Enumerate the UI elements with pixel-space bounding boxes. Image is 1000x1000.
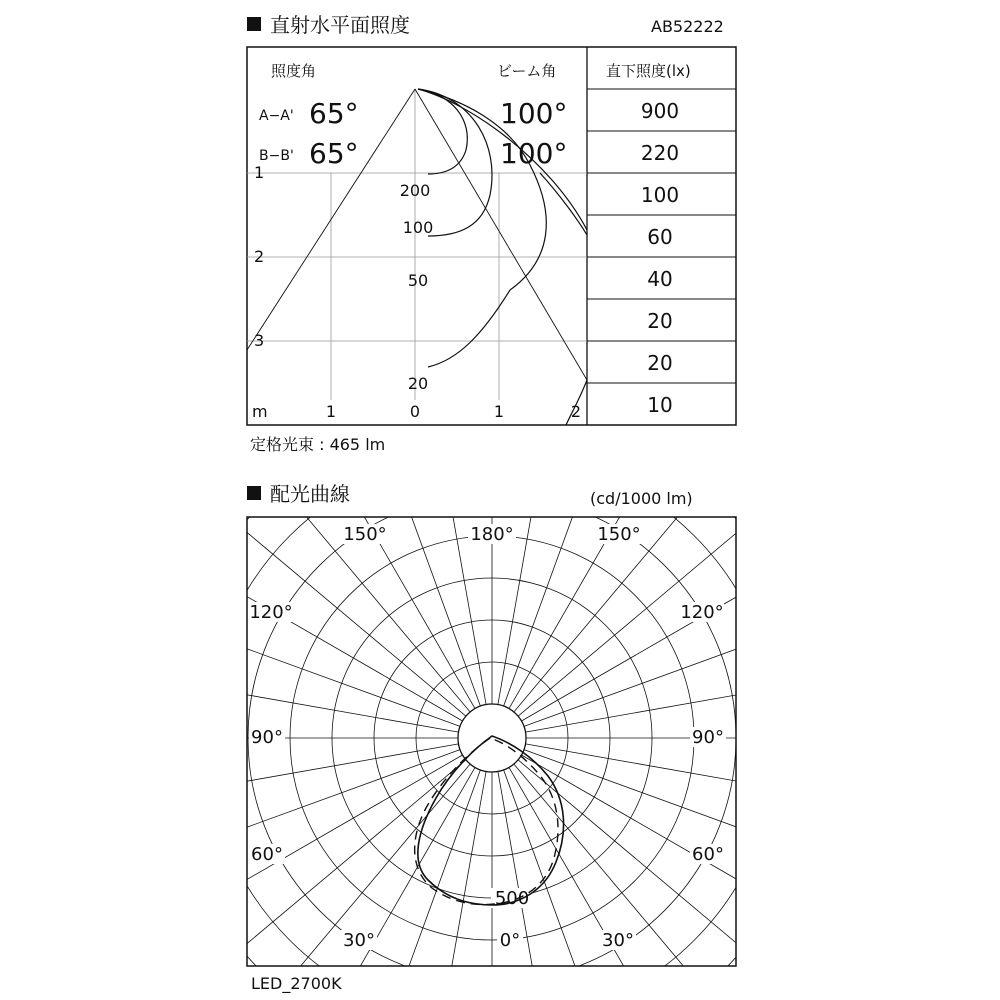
distribution-unit: (cd/1000 lm) [590,489,693,508]
polar-spoke [223,767,475,1000]
polar-spoke [26,469,462,721]
irradiation-angle-header: 照度角 [271,62,317,80]
angle-label-90-left: 90° [251,727,283,748]
contour-20-outer [540,173,587,235]
lux-value: 900 [640,99,680,123]
contour-100 [418,89,492,236]
light-source: LED_2700K [251,974,342,993]
row-label-b: B−B' [259,148,294,164]
section-bullet-icon [247,486,261,500]
row-label-a: A−A' [259,108,294,124]
distance-tick: 1 [493,402,505,421]
depth-tick: 2 [254,247,265,266]
polar-grid [0,200,1000,1000]
polar-spoke [518,760,904,1000]
model-number: AB52222 [651,17,724,36]
polar-spoke [504,232,676,706]
polar-spoke [525,744,1000,832]
depth-tick: 3 [254,331,265,350]
polar-ring [458,704,526,772]
polar-spoke [308,232,480,706]
distance-tick: 2 [570,402,582,421]
angle-label-180: 180° [470,524,514,545]
polar-spoke [0,554,460,726]
lux-value: 20 [647,351,673,375]
angle-label-120-right: 120° [680,602,724,623]
illuminance-grid [247,89,587,400]
irradiation-angle-a: 65° [309,97,359,130]
polar-spoke [0,645,459,733]
curve-a-solid [418,736,564,905]
polar-spoke [525,645,1000,733]
contour-50-tail [428,290,510,367]
polar-spoke [509,767,761,1000]
polar-spoke [524,554,998,726]
polar-spoke [0,750,460,922]
contour-label: 200 [399,181,431,200]
contour-label: 20 [407,374,429,393]
lux-value: 60 [647,225,673,249]
illuminance-title: 直射水平面照度 [270,13,410,37]
beam-angle-header: ビーム角 [497,62,557,80]
beam-angle-b: 100° [500,137,568,170]
depth-tick: 1 [254,163,265,182]
distance-tick: 1 [325,402,337,421]
angle-label-150-right: 150° [597,524,641,545]
direct-lux-header: 直下照度(lx) [606,62,691,80]
angle-label-90-right: 90° [692,727,724,748]
polar-spoke [521,469,957,721]
angle-label-30-left: 30° [343,930,375,951]
polar-spoke [80,760,466,1000]
polar-spoke [524,750,998,922]
lux-value: 220 [640,141,680,165]
angle-label-120-left: 120° [249,602,293,623]
angle-label-150-left: 150° [343,524,387,545]
contour-label: 100 [402,218,434,237]
lux-value: 10 [647,393,673,417]
polar-spoke [0,744,459,832]
angle-label-0: 0° [499,930,521,951]
distribution-curves [415,736,564,905]
section-bullet-icon [247,17,261,31]
lux-values [641,99,679,417]
distance-unit: m [252,402,268,421]
angle-label-60-right: 60° [692,844,724,865]
contour-200 [418,89,467,174]
polar-ring [0,242,988,1000]
rated-flux: 定格光束 : 465 lm [250,435,386,454]
polar-angle-labels [249,524,724,951]
contour-label: 50 [407,271,429,290]
lux-value: 40 [647,267,673,291]
beam-angle-a: 100° [500,97,568,130]
angle-label-30-right: 30° [602,930,634,951]
distance-tick: 0 [409,402,421,421]
polar-ring [0,200,1000,1000]
polar-spoke [521,755,957,1000]
distribution-title: 配光曲線 [270,482,350,506]
polar-spoke [26,755,462,1000]
angle-label-60-left: 60° [251,844,283,865]
lux-value: 20 [647,309,673,333]
polar-spoke [498,208,586,704]
intensity-label: 500 [494,888,530,909]
irradiation-angle-b: 65° [309,137,359,170]
lux-value: 100 [640,183,680,207]
